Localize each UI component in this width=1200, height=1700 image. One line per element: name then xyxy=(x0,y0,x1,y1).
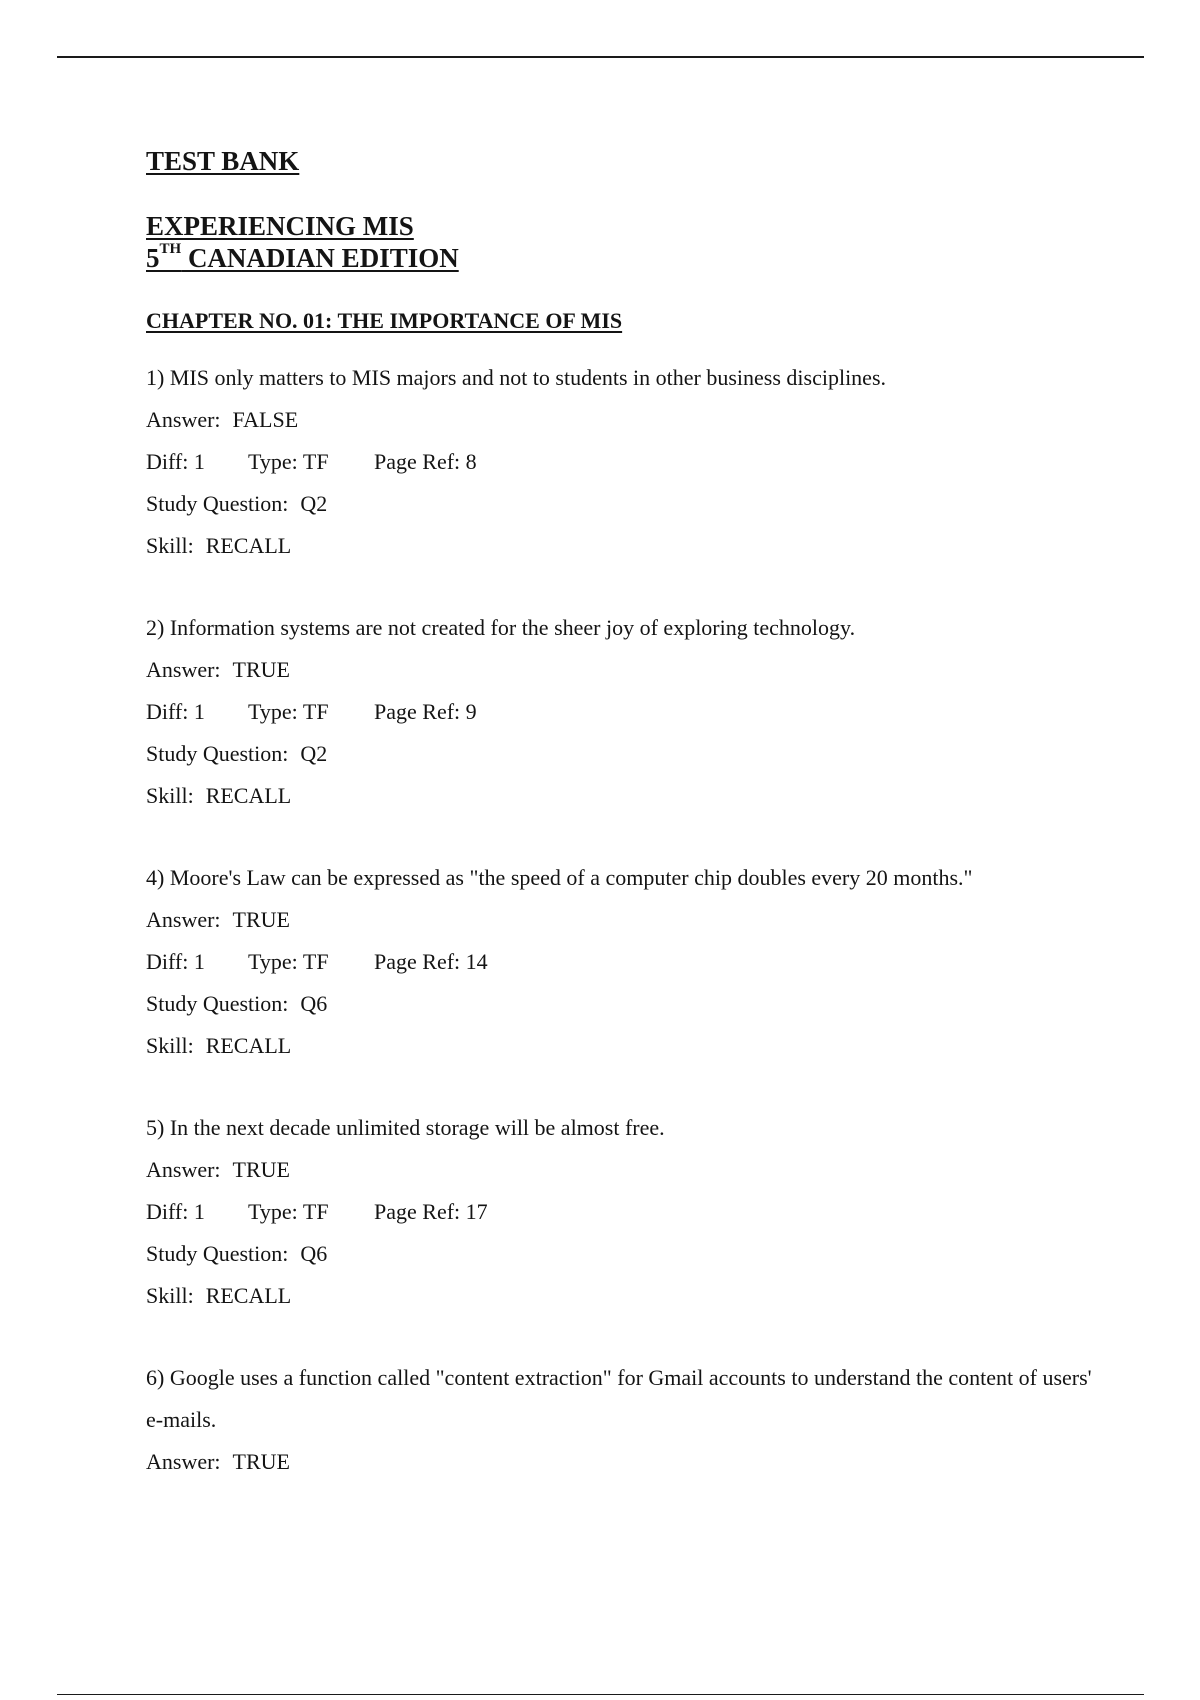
answer-line xyxy=(146,399,1106,441)
study-question-label: Study Question: xyxy=(146,491,289,516)
study-question-line xyxy=(146,1233,1106,1275)
study-question-line xyxy=(146,983,1106,1025)
skill-value: RECALL xyxy=(205,533,292,558)
answer-line xyxy=(146,649,1106,691)
skill-line xyxy=(146,775,1106,817)
question-block xyxy=(146,1107,1106,1317)
meta-line xyxy=(146,941,1106,983)
skill-label: Skill: xyxy=(146,1033,194,1058)
skill-line xyxy=(146,1025,1106,1067)
meta-line xyxy=(146,1191,1106,1233)
answer-label: Answer: xyxy=(146,657,221,682)
skill-value: RECALL xyxy=(205,1033,292,1058)
question-text: 2) Information systems are not created for the sheer joy of exploring technology. xyxy=(146,615,856,640)
edition-heading xyxy=(146,243,459,274)
difficulty: Diff: 1 xyxy=(146,949,205,974)
page-reference: Page Ref: 9 xyxy=(374,699,477,724)
question-text: 1) MIS only matters to MIS majors and not to students in other business disciplines. xyxy=(146,365,887,390)
edition-number: 5 xyxy=(146,243,160,273)
answer-line xyxy=(146,1441,1106,1483)
question-block xyxy=(146,857,1106,1067)
page-reference: Page Ref: 8 xyxy=(374,449,477,474)
answer-value: TRUE xyxy=(232,1449,290,1474)
skill-line xyxy=(146,525,1106,567)
book-title-heading: EXPERIENCING MIS xyxy=(146,211,414,241)
skill-line xyxy=(146,1275,1106,1317)
study-question-value: Q2 xyxy=(300,491,328,516)
answer-value: FALSE xyxy=(232,407,299,432)
skill-value: RECALL xyxy=(205,783,292,808)
difficulty: Diff: 1 xyxy=(146,449,205,474)
meta-line xyxy=(146,691,1106,733)
skill-label: Skill: xyxy=(146,783,194,808)
question-text: 6) Google uses a function called "content extraction" for Gmail accounts to understand the content of users' e-mails. xyxy=(146,1365,1092,1432)
skill-value: RECALL xyxy=(205,1283,292,1308)
question-type: Type: TF xyxy=(248,699,329,724)
skill-label: Skill: xyxy=(146,1283,194,1308)
difficulty: Diff: 1 xyxy=(146,1199,205,1224)
test-bank-heading: TEST BANK xyxy=(146,146,300,176)
bottom-rule xyxy=(57,1694,1144,1695)
answer-value: TRUE xyxy=(232,907,290,932)
question-type: Type: TF xyxy=(248,1199,329,1224)
question-block xyxy=(146,357,1106,567)
answer-line xyxy=(146,899,1106,941)
answer-label: Answer: xyxy=(146,1157,221,1182)
study-question-line xyxy=(146,483,1106,525)
question-type: Type: TF xyxy=(248,449,329,474)
study-question-value: Q2 xyxy=(300,741,328,766)
answer-label: Answer: xyxy=(146,907,221,932)
study-question-label: Study Question: xyxy=(146,991,289,1016)
study-question-value: Q6 xyxy=(300,1241,328,1266)
skill-label: Skill: xyxy=(146,533,194,558)
study-question-label: Study Question: xyxy=(146,1241,289,1266)
answer-value: TRUE xyxy=(232,657,290,682)
page-reference: Page Ref: 17 xyxy=(374,1199,488,1224)
study-question-line xyxy=(146,733,1106,775)
answer-label: Answer: xyxy=(146,1449,221,1474)
question-type: Type: TF xyxy=(248,949,329,974)
question-text: 5) In the next decade unlimited storage will be almost free. xyxy=(146,1115,665,1140)
edition-suffix: TH xyxy=(159,241,182,257)
question-block xyxy=(146,1357,1106,1483)
study-question-label: Study Question: xyxy=(146,741,289,766)
top-rule xyxy=(57,56,1144,58)
answer-label: Answer: xyxy=(146,407,221,432)
study-question-value: Q6 xyxy=(300,991,328,1016)
answer-value: TRUE xyxy=(232,1157,290,1182)
edition-text: CANADIAN EDITION xyxy=(181,243,459,273)
page-reference: Page Ref: 14 xyxy=(374,949,488,974)
meta-line xyxy=(146,441,1106,483)
answer-line xyxy=(146,1149,1106,1191)
chapter-heading: CHAPTER NO. 01: THE IMPORTANCE OF MIS xyxy=(146,308,623,333)
question-block xyxy=(146,607,1106,817)
difficulty: Diff: 1 xyxy=(146,699,205,724)
question-text: 4) Moore's Law can be expressed as "the speed of a computer chip doubles every 20 months." xyxy=(146,865,973,890)
